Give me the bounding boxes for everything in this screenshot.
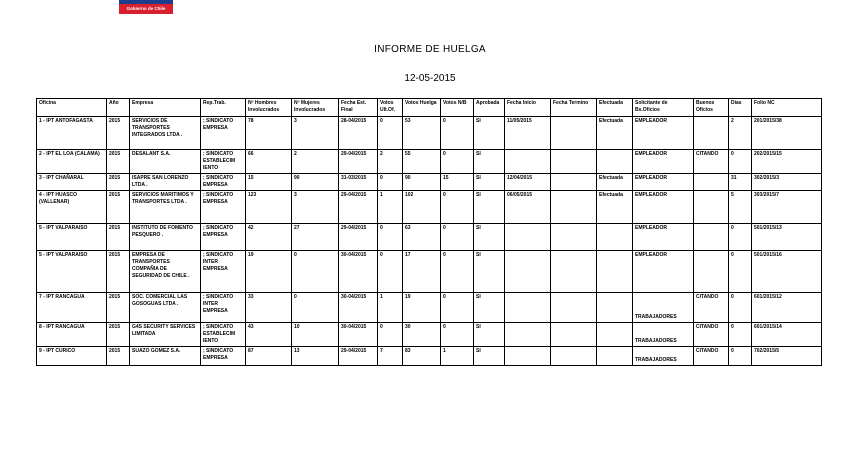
table-cell: 30-04/2015 (339, 323, 378, 347)
table-cell: SERVICIOS DE TRANSPORTES INTEGRADOS LTDA . (130, 117, 201, 150)
table-cell: SI (474, 191, 505, 224)
table-cell (551, 191, 597, 224)
table-cell: 0 (292, 251, 339, 293)
table-cell (597, 251, 633, 293)
table-cell: EMPLEADOR (633, 251, 694, 293)
table-cell (694, 191, 729, 224)
table-cell: 1 (378, 191, 403, 224)
table-cell: 66 (246, 150, 292, 174)
column-header: Fecha Termino (551, 99, 597, 117)
table-cell: 601/2015/14 (752, 323, 822, 347)
table-cell: TRABAJADORES (633, 347, 694, 366)
table-cell: 83 (403, 347, 441, 366)
column-header: Fecha Est. Final (339, 99, 378, 117)
table-cell: 78 (246, 117, 292, 150)
table-cell: 29-04/2015 (339, 191, 378, 224)
table-cell (551, 224, 597, 251)
column-header: Efectuada (597, 99, 633, 117)
table-cell (597, 150, 633, 174)
table-cell (597, 293, 633, 323)
table-cell (551, 347, 597, 366)
table-cell: 2 - IPT EL LOA (CALAMA) (37, 150, 107, 174)
table-row (37, 323, 822, 347)
table-cell: SI (474, 293, 505, 323)
table-cell (505, 293, 551, 323)
table-cell: 0 (441, 323, 474, 347)
report-title: INFORME DE HUELGA (374, 44, 486, 55)
column-header: Oficina (37, 99, 107, 117)
table-cell: EMPLEADOR (633, 117, 694, 150)
table-cell: SERVICIOS MARITIMOS Y TRANSPORTES LTDA . (130, 191, 201, 224)
table-cell (551, 293, 597, 323)
table-cell: SI (474, 117, 505, 150)
table-cell (694, 174, 729, 191)
table-cell: 30-04/2015 (339, 293, 378, 323)
table-cell: 1 - IPT ANTOFAGASTA (37, 117, 107, 150)
table-cell (694, 117, 729, 150)
table-cell: 2015 (107, 191, 130, 224)
table-cell: 0 (729, 293, 752, 323)
table-cell: SOC. COMERCIAL LAS GOSOGUAS LTDA . (130, 293, 201, 323)
table-cell: 202/2015/15 (752, 150, 822, 174)
table-cell: 7 (378, 347, 403, 366)
table-cell: 53 (403, 117, 441, 150)
column-header: Empresa (130, 99, 201, 117)
table-cell: 2 (378, 150, 403, 174)
report-date: 12-05-2015 (404, 73, 456, 84)
table-cell (505, 323, 551, 347)
table-cell: 06/05/2015 (505, 191, 551, 224)
table-cell: 13 (292, 347, 339, 366)
table-cell: 31 (729, 174, 752, 191)
table-cell: 601/2015/12 (752, 293, 822, 323)
table-cell: ; SINDICATO INTER EMPRESA (201, 293, 246, 323)
table-cell: 30 (403, 323, 441, 347)
column-header: Votos Ult.Of. (378, 99, 403, 117)
table-cell: 5 (729, 191, 752, 224)
table-cell: 0 (378, 251, 403, 293)
table-cell: SUAZO GOMEZ S.A. (130, 347, 201, 366)
table-cell: 2015 (107, 323, 130, 347)
table-cell: 702/2015/5 (752, 347, 822, 366)
table-row (37, 191, 822, 224)
table-cell: 19 (246, 251, 292, 293)
table-cell: 3 (292, 117, 339, 150)
table-cell: 0 (729, 251, 752, 293)
table-row (37, 174, 822, 191)
table-row (37, 224, 822, 251)
table-cell: 2 (292, 150, 339, 174)
table-cell: TRABAJADORES (633, 293, 694, 323)
table-row (37, 347, 822, 366)
table-cell: 43 (246, 323, 292, 347)
table-cell (505, 224, 551, 251)
table-cell: 29-04/2015 (339, 150, 378, 174)
table-cell: 15 (441, 174, 474, 191)
table-cell: 4 - IPT HUASCO (VALLENAR) (37, 191, 107, 224)
table-cell (694, 251, 729, 293)
table-cell: 0 (729, 323, 752, 347)
column-header: Votos Huelga (403, 99, 441, 117)
column-header: Buenos Oficios (694, 99, 729, 117)
table-cell: EMPLEADOR (633, 191, 694, 224)
column-header: Año (107, 99, 130, 117)
table-cell: 33 (246, 293, 292, 323)
table-cell: 19 (403, 293, 441, 323)
table-row (37, 251, 822, 293)
column-header: Días (729, 99, 752, 117)
table-header-row (37, 99, 822, 117)
table-cell: Efectuada (597, 191, 633, 224)
table-cell: SI (474, 224, 505, 251)
table-cell (551, 174, 597, 191)
table-cell: 0 (441, 150, 474, 174)
table-cell: 27 (292, 224, 339, 251)
table-cell: ISAPRE SAN LORENZO LTDA . (130, 174, 201, 191)
table-cell: ; SINDICATO ESTABLECIM IENTO (201, 323, 246, 347)
table-cell: CITANDO (694, 150, 729, 174)
table-cell: 55 (403, 150, 441, 174)
table-cell: 2015 (107, 347, 130, 366)
table-cell: ; SINDICATO INTER EMPRESA (201, 251, 246, 293)
table-cell: ; SINDICATO EMPRESA (201, 347, 246, 366)
table-cell: 302/2015/3 (752, 174, 822, 191)
column-header: Nº Hombres Involucrados (246, 99, 292, 117)
table-cell: ; SINDICATO EMPRESA (201, 117, 246, 150)
table-cell (694, 224, 729, 251)
table-cell: 90 (403, 174, 441, 191)
table-cell: 0 (378, 117, 403, 150)
column-header: Rep.Trab. (201, 99, 246, 117)
table-cell: 10 (292, 323, 339, 347)
table-cell: 5 - IPT VALPARAISO (37, 251, 107, 293)
table-cell: 1 (441, 347, 474, 366)
table-cell (597, 323, 633, 347)
table-cell: 2015 (107, 174, 130, 191)
table-cell: 0 (378, 323, 403, 347)
table-cell: 29-04/2015 (339, 224, 378, 251)
table-cell (505, 150, 551, 174)
government-logo (119, 0, 173, 14)
table-cell: 0 (729, 150, 752, 174)
table-cell: INSTITUTO DE FOMENTO PESQUERO . (130, 224, 201, 251)
table-cell: 201/2015/38 (752, 117, 822, 150)
table-cell: ; SINDICATO ESTABLECIM IENTO (201, 150, 246, 174)
table-cell: 29-04/2015 (339, 347, 378, 366)
table-cell: 0 (441, 293, 474, 323)
table-cell: EMPLEADOR (633, 174, 694, 191)
table-cell: EMPLEADOR (633, 150, 694, 174)
table-cell: ; SINDICATO EMPRESA (201, 224, 246, 251)
table-cell: SI (474, 323, 505, 347)
table-cell: 11/05/2015 (505, 117, 551, 150)
table-cell: DESALANT S.A. (130, 150, 201, 174)
table-cell: 30-04/2015 (339, 251, 378, 293)
column-header: Solicitante de Bs.Oficios (633, 99, 694, 117)
table-row (37, 150, 822, 174)
strike-report-table (36, 98, 822, 366)
table-cell: Efectuada (597, 174, 633, 191)
table-cell: 0 (378, 224, 403, 251)
table-cell: 90 (292, 174, 339, 191)
table-cell: 31-03/2015 (339, 174, 378, 191)
table-cell: 0 (441, 117, 474, 150)
table-cell: EMPLEADOR (633, 224, 694, 251)
table-cell: 0 (441, 191, 474, 224)
table-cell: 3 - IPT CHAÑARAL (37, 174, 107, 191)
table-cell: SI (474, 347, 505, 366)
table-cell: CITANDO (694, 293, 729, 323)
table-cell: 63 (403, 224, 441, 251)
table-cell: ; SINDICATO EMPRESA (201, 191, 246, 224)
table-cell (505, 347, 551, 366)
table-row (37, 117, 822, 150)
table-cell: EMPRESA DE TRANSPORTES COMPAÑIA DE SEGURIDAD DE CHILE . (130, 251, 201, 293)
logo-text: Gobierno de Chile (126, 6, 166, 11)
table-cell: 0 (441, 224, 474, 251)
table-cell: 5 - IPT VALPARAISO (37, 224, 107, 251)
table-cell: Efectuada (597, 117, 633, 150)
table-cell: CITANDO (694, 323, 729, 347)
table-cell: 87 (246, 347, 292, 366)
table-cell: 2015 (107, 293, 130, 323)
table-cell: 501/2015/13 (752, 224, 822, 251)
table-cell: 123 (246, 191, 292, 224)
table-cell: 7 - IPT RANCAGUA (37, 293, 107, 323)
table-cell (505, 251, 551, 293)
table-cell: 28-04/2015 (339, 117, 378, 150)
table-cell: SI (474, 150, 505, 174)
table-cell: SI (474, 251, 505, 293)
table-cell: TRABAJADORES (633, 323, 694, 347)
table-cell: 303/2015/7 (752, 191, 822, 224)
table-cell (551, 251, 597, 293)
table-cell: 15 (246, 174, 292, 191)
table-cell: 12/04/2015 (505, 174, 551, 191)
table-cell: 1 (378, 293, 403, 323)
table-cell: 0 (729, 347, 752, 366)
column-header: Fecha Inicio (505, 99, 551, 117)
table-row (37, 293, 822, 323)
table-cell: 2015 (107, 251, 130, 293)
table-cell (551, 150, 597, 174)
table-cell: 9 - IPT CURICO (37, 347, 107, 366)
table-cell: SI (474, 174, 505, 191)
table-cell: 2 (729, 117, 752, 150)
column-header: Folio NC (752, 99, 822, 117)
table-cell: ; SINDICATO EMPRESA (201, 174, 246, 191)
column-header: Nº Mujeres Involucrados (292, 99, 339, 117)
table-cell: 42 (246, 224, 292, 251)
column-header: Aprobada (474, 99, 505, 117)
table-cell: G4S SECURITY SERVICES LIMITADA (130, 323, 201, 347)
table-cell: 3 (292, 191, 339, 224)
table-cell: 102 (403, 191, 441, 224)
table-cell: 2015 (107, 224, 130, 251)
table-cell: CITANDO (694, 347, 729, 366)
table-cell: 501/2015/16 (752, 251, 822, 293)
table-cell: 2015 (107, 150, 130, 174)
table-cell (551, 117, 597, 150)
table-cell: 0 (729, 224, 752, 251)
table-cell (597, 347, 633, 366)
column-header: Votos N/B (441, 99, 474, 117)
table-cell: 17 (403, 251, 441, 293)
table-cell: 2015 (107, 117, 130, 150)
table-cell: 0 (292, 293, 339, 323)
table-cell: 8 - IPT RANCAGUA (37, 323, 107, 347)
table-cell (551, 323, 597, 347)
table-cell: 0 (441, 251, 474, 293)
table-cell: 0 (378, 174, 403, 191)
table-cell (597, 224, 633, 251)
